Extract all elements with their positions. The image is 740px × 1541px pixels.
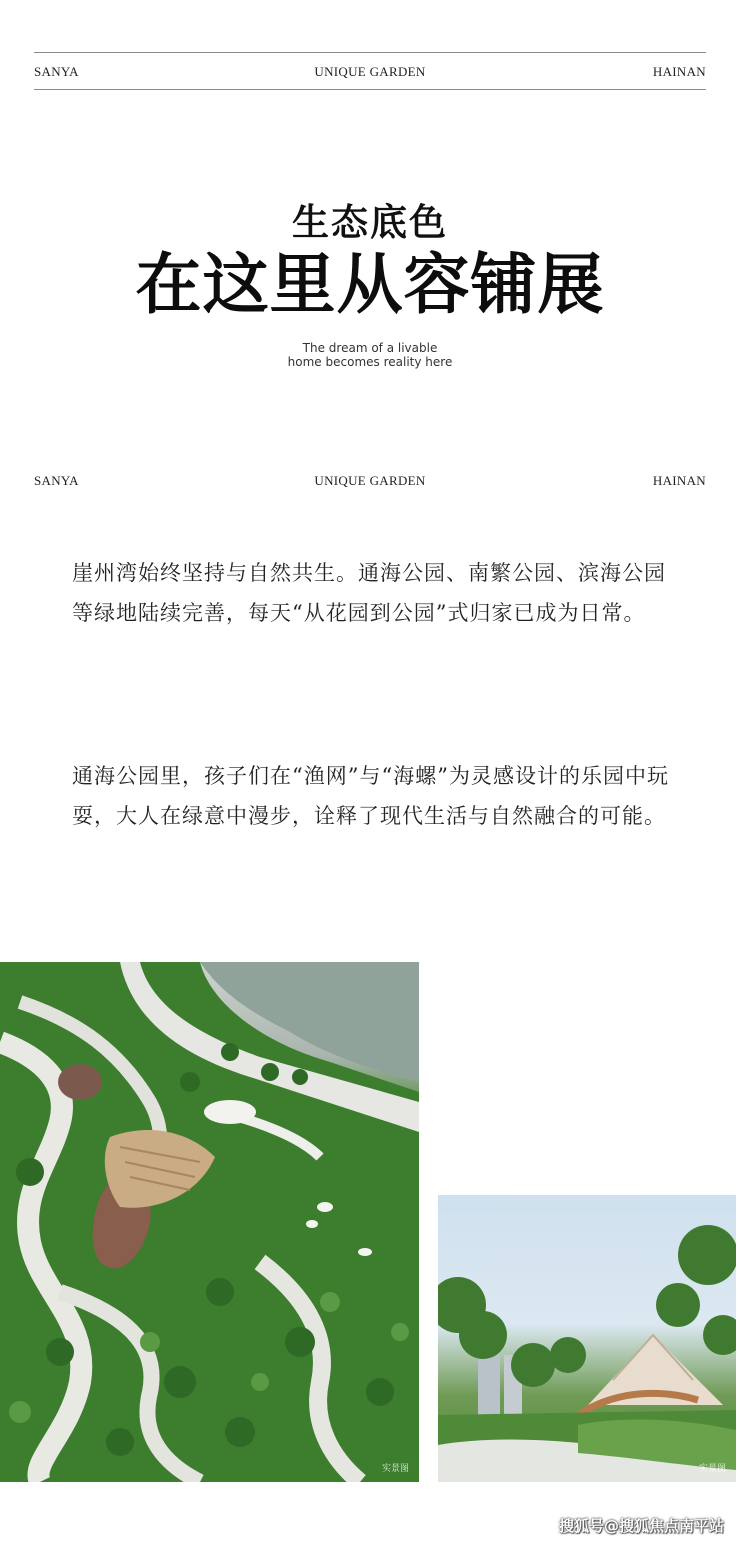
paragraph-2: 通海公园里，孩子们在“渔网”与“海螺”为灵感设计的乐园中玩耍，大人在绿意中漫步，诠释了现代生活与自然融合的可能。: [72, 764, 669, 828]
tagline-line-1: The dream of a livable: [302, 341, 438, 355]
top-rule-upper: [34, 52, 706, 53]
mid-header-left-text: SANYA: [34, 473, 79, 488]
top-header-row: [34, 64, 706, 84]
section-subtitle: 生态底色: [292, 200, 448, 244]
mid-header-center-text: UNIQUE GARDEN: [314, 473, 426, 488]
aerial-park-illustration: [0, 962, 419, 1482]
paragraph-1: 崖州湾始终坚持与自然共生。通海公园、南繁公园、滨海公园等绿地陆续完善，每天“从花园到公园”式归家已成为日常。: [72, 561, 666, 625]
source-watermark: 搜狐号@搜狐焦点南平站: [558, 1517, 724, 1535]
header-right-text: HAINAN: [652, 64, 706, 79]
header-left-text: SANYA: [34, 64, 79, 79]
ground-park-illustration: [438, 1195, 736, 1482]
ground-photo-stamp: 实景图: [698, 1464, 726, 1474]
tagline-line-2: home becomes reality here: [287, 355, 453, 369]
aerial-photo-stamp: 实景图: [381, 1464, 409, 1474]
section-title: 在这里从容铺展: [135, 245, 605, 323]
english-tagline: [0, 341, 740, 369]
header-center-text: UNIQUE GARDEN: [314, 64, 426, 79]
top-rule-lower: [34, 89, 706, 90]
aerial-park-photo: [0, 962, 419, 1482]
mid-header-right-text: HAINAN: [652, 473, 706, 488]
ground-park-photo: [438, 1195, 736, 1482]
mid-header-row: [34, 473, 706, 493]
